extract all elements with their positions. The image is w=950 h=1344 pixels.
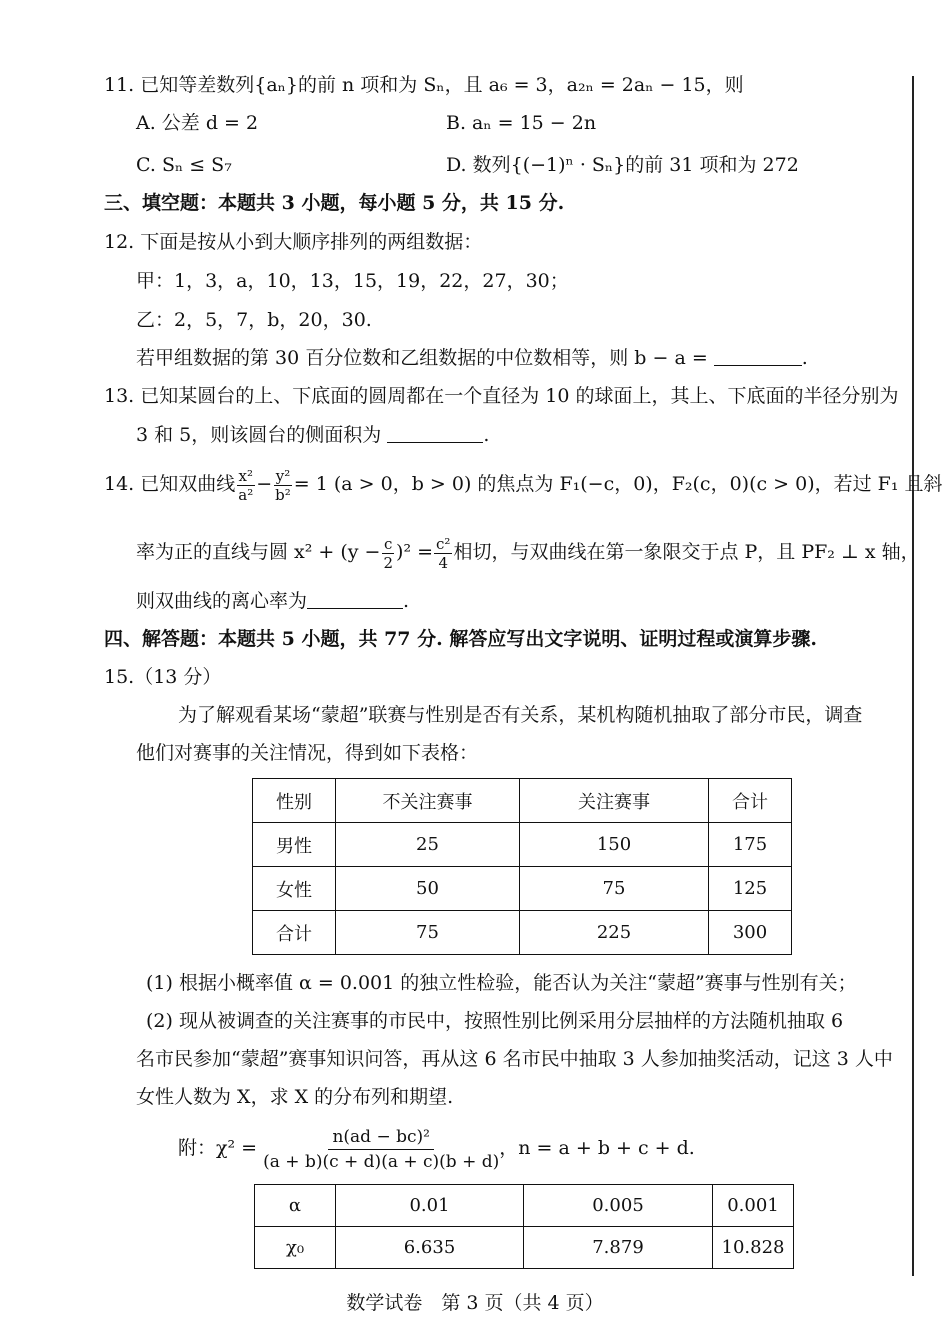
q11-stem: 11. 已知等差数列{aₙ}的前 n 项和为 Sₙ，且 a₆ = 3，a₂ₙ = 2aₙ − 15，则 (104, 74, 744, 96)
section4-title: 四、解答题：本题共 5 小题，共 77 分. 解答应写出文字说明、证明过程或演算步骤. (104, 628, 817, 650)
q12-question-end: . (801, 347, 808, 369)
survey-table-row (253, 823, 792, 867)
survey-cell: 175 (709, 823, 792, 867)
q14-line3 (136, 588, 409, 614)
q14-line2-mid: )² = (396, 541, 434, 563)
q13-line2-text: 3 和 5，则该圆台的侧面积为 (136, 424, 382, 446)
survey-header-cell: 不关注赛事 (336, 779, 520, 823)
section3-title: 三、填空题：本题共 3 小题，每小题 5 分，共 15 分. (104, 192, 565, 214)
survey-table-row (253, 911, 792, 955)
q14-frac-c24-num: c² (436, 534, 451, 553)
chi-square-formula (263, 1125, 499, 1174)
q14-frac-y-num: y² (275, 466, 291, 485)
q14-line2-pre: 率为正的直线与圆 x² + (y − (136, 541, 381, 563)
q13-answer-blank (387, 424, 483, 443)
q14-line1 (104, 462, 943, 506)
critical-alpha-cell: 0.01 (336, 1185, 524, 1227)
margin-rule (912, 76, 914, 1276)
q14-frac-y-den: b² (275, 485, 291, 504)
q14-line3-text: 则双曲线的离心率为 (136, 590, 308, 612)
critical-x-label: χ₀ (255, 1227, 336, 1269)
survey-cell: 合计 (253, 911, 336, 955)
survey-header-cell: 合计 (709, 779, 792, 823)
q14-line2-post: 相切，与双曲线在第一象限交于点 P，且 PF₂ ⊥ x 轴， (453, 541, 920, 563)
q13-line1: 13. 已知某圆台的上、下底面的圆周都在一个直径为 10 的球面上，其上、下底面的半径分别为 (104, 385, 899, 407)
survey-header-cell: 性别 (253, 779, 336, 823)
survey-table-row (253, 867, 792, 911)
q14-frac-y (273, 467, 293, 504)
survey-cell: 50 (336, 867, 520, 911)
q12-answer-blank (714, 347, 802, 366)
survey-table (252, 778, 792, 955)
q14-frac-c2-num: c (384, 534, 393, 553)
critical-value-cell: 10.828 (713, 1227, 794, 1269)
q14-line3-end: . (403, 590, 410, 612)
q15-part-2-line-3: 女性人数为 X，求 X 的分布列和期望. (136, 1086, 454, 1108)
survey-cell: 75 (520, 867, 709, 911)
q14-line2 (136, 530, 920, 574)
chi-square-denominator: (a + b)(c + d)(a + c)(b + d) (263, 1151, 500, 1172)
critical-alpha-cell: 0.001 (713, 1185, 794, 1227)
q14-frac-c24 (434, 535, 452, 572)
q15-header: 15.（13 分） (104, 666, 222, 688)
q13-line2-end: . (483, 424, 490, 446)
q12-stem: 12. 下面是按从小到大顺序排列的两组数据： (104, 231, 483, 253)
q15-part-2-line-2: 名市民参加“蒙超”赛事知识问答，再从这 6 名市民中抽取 3 人参加抽奖活动，记这 3 人中 (136, 1048, 893, 1070)
critical-value-row (255, 1227, 794, 1269)
q14-frac-x (236, 467, 255, 504)
survey-cell: 125 (709, 867, 792, 911)
q14-frac-c2 (381, 535, 395, 572)
q15-part-1: (1) 根据小概率值 α = 0.001 的独立性检验，能否认为关注“蒙超”赛事与性别有关； (146, 972, 857, 994)
q11-option-b: B. aₙ = 15 − 2n (446, 112, 597, 134)
chi-square-numerator: n(ad − bc)² (328, 1125, 434, 1150)
q14-frac-c2-den: 2 (383, 553, 394, 572)
survey-cell: 女性 (253, 867, 336, 911)
q15-intro-2: 他们对赛事的关注情况，得到如下表格： (136, 742, 479, 764)
critical-alpha-label: α (255, 1185, 336, 1227)
survey-cell: 25 (336, 823, 520, 867)
q11-option-c: C. Sₙ ≤ S₇ (136, 154, 232, 176)
q12-group-a: 甲：1，3，a，10，13，15，19，22，27，30； (136, 270, 569, 292)
critical-value-cell: 6.635 (336, 1227, 524, 1269)
appendix-n-def: ，n = a + b + c + d. (499, 1137, 695, 1159)
critical-alpha-cell: 0.005 (524, 1185, 713, 1227)
appendix-label: 附：χ² = (178, 1137, 258, 1159)
survey-cell: 男性 (253, 823, 336, 867)
q14-rest: = 1 (a > 0，b > 0) 的焦点为 F₁(−c，0)，F₂(c，0)(c > 0)，若过 F₁ 且斜 (293, 473, 943, 495)
critical-value-table (254, 1184, 794, 1269)
q14-frac-c24-den: 4 (438, 553, 449, 572)
survey-table-header-row (253, 779, 792, 823)
q14-frac-x-den: a² (238, 485, 254, 504)
survey-cell: 150 (520, 823, 709, 867)
q14-answer-blank (307, 590, 403, 609)
survey-cell: 75 (336, 911, 520, 955)
q15-appendix (178, 1120, 695, 1176)
q12-question-text: 若甲组数据的第 30 百分位数和乙组数据的中位数相等，则 b − a = (136, 347, 708, 369)
q12-group-b: 乙：2，5，7，b，20，30. (136, 309, 372, 331)
critical-alpha-row (255, 1185, 794, 1227)
q14-minus: − (256, 473, 273, 495)
survey-cell: 225 (520, 911, 709, 955)
q11-option-d: D. 数列{(−1)ⁿ · Sₙ}的前 31 项和为 272 (446, 154, 799, 176)
page-footer: 数学试卷 第 3 页（共 4 页） (346, 1292, 604, 1314)
q11-option-a: A. 公差 d = 2 (136, 112, 259, 134)
q14-frac-x-num: x² (238, 466, 253, 485)
critical-value-cell: 7.879 (524, 1227, 713, 1269)
q13-line2 (136, 422, 489, 448)
q14-pre: 14. 已知双曲线 (104, 473, 236, 495)
q12-question (136, 345, 808, 371)
q15-part-2-line-1: (2) 现从被调查的关注赛事的市民中，按照性别比例采用分层抽样的方法随机抽取 6 (146, 1010, 844, 1032)
survey-cell: 300 (709, 911, 792, 955)
survey-header-cell: 关注赛事 (520, 779, 709, 823)
q15-intro-1: 为了解观看某场“蒙超”联赛与性别是否有关系，某机构随机抽取了部分市民，调查 (178, 704, 863, 726)
